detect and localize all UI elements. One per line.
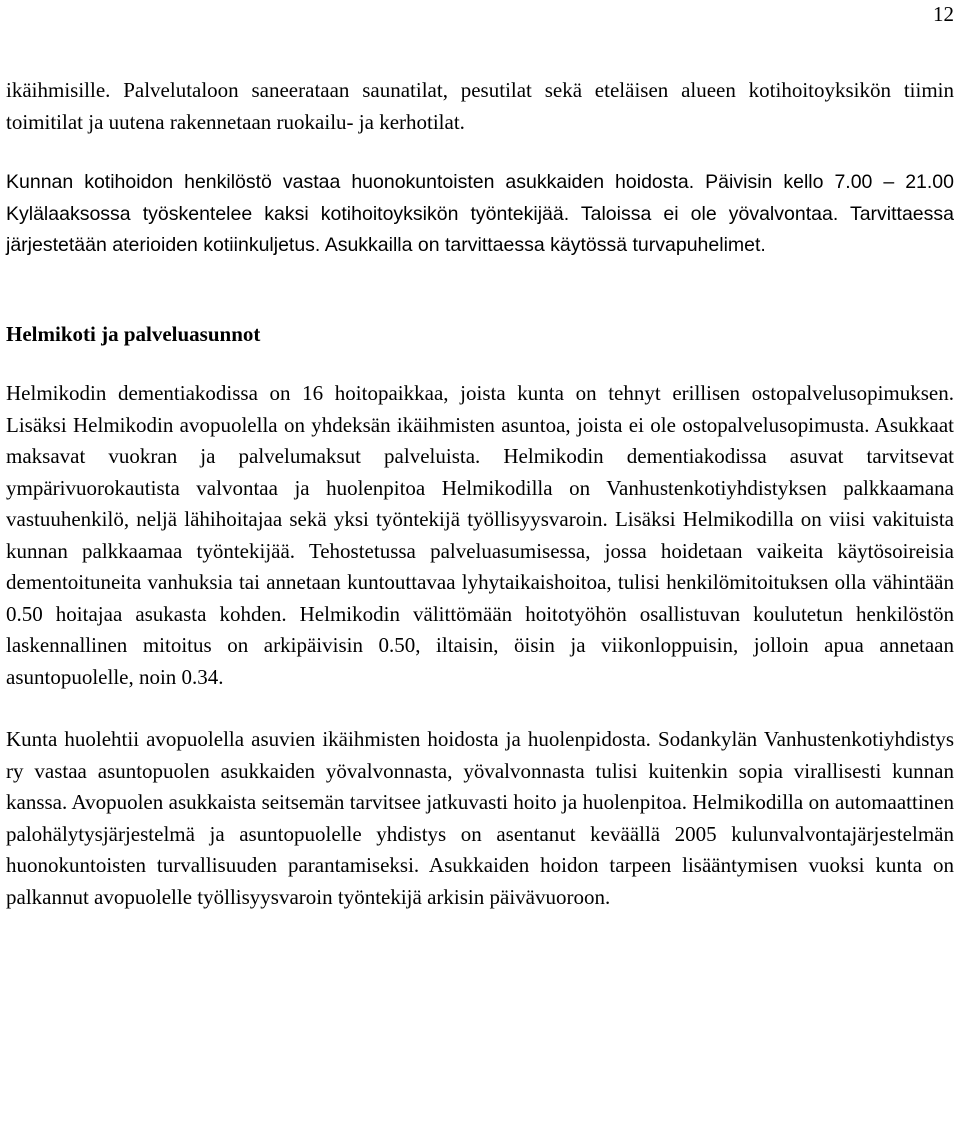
paragraph-avopuoli: Kunta huolehtii avopuolella asuvien ikäihmisten hoidosta ja huolenpidosta. Sodankylän Vanhustenkotiyhdistys ry vastaa asuntopuolen asukkaiden yövalvonnasta, yövalvonnasta tulisi kuitenkin sopia virallisesti kunnan kanssa. Avopuolen asukkaista seitsemän tarvitsee jatkuvasti hoito ja huolenpitoa. Helmikodilla on automaattinen palohälytysjärjestelmä ja asuntopuolelle yhdistys on asentanut keväällä 2005 kulunvalvontajärjestelmän huonokuntoisten turvallisuuden parantamiseksi. Asukkaiden hoidon tarpeen lisääntymisen vuoksi kunta on palkannut avopuolelle työllisyysvaroin työntekijä arkisin päivävuoroon. [6, 727, 954, 909]
page-number: 12 [933, 2, 954, 26]
section-heading: Helmikoti ja palveluasunnot [6, 321, 261, 346]
paragraph-home-care: Kunnan kotihoidon henkilöstö vastaa huonokuntoisten asukkaiden hoidosta. Päivisin kello 7.00 – 21.00 Kylälaaksossa työskentelee kaksi kotihoitoyksikön työntekijää. Taloissa ei ole yövalvontaa. Tarvittaessa järjestetään aterioiden kotiinkuljetus. Asukkailla on tarvittaessa käytössä turvapuhelimet. [6, 171, 954, 256]
paragraph-helmikoti: Helmikodin dementiakodissa on 16 hoitopaikkaa, joista kunta on tehnyt erillisen ostopalvelusopimuksen. Lisäksi Helmikodin avopuolella on yhdeksän ikäihmisten asuntoa, joista ei ole ostopalvelusopimusta. Asukkaat maksavat vuokran ja palvelumaksut palveluista. Helmikodin dementiakodissa asuvat tarvitsevat ympärivuorokautista valvontaa ja huolenpitoa Helmikodilla on Vanhustenkotiyhdistyksen palkkaamana vastuuhenkilö, neljä lähihoitajaa sekä yksi työntekijä työllisyysvaroin. Lisäksi Helmikodilla on viisi vakituista kunnan palkkaamaa työntekijää. Tehostetussa palveluasumisessa, jossa hoidetaan vaikeita käytösoireisia dementoituneita vanhuksia tai annetaan kuntouttavaa lyhytaikaishoitoa, tulisi henkilömitoituksen olla vähintään 0.50 hoitajaa asukasta kohden. Helmikodin välittömään hoitotyöhön osallistuvan koulutetun henkilöstön laskennallinen mitoitus on arkipäivisin 0.50, iltaisin, öisin ja viikonloppuisin, jolloin apua annetaan asuntopuolelle, noin 0.34. [6, 381, 954, 689]
paragraph-intro: ikäihmisille. Palvelutaloon saneerataan saunatilat, pesutilat sekä eteläisen alueen kotihoitoyksikön tiimin toimitilat ja uutena rakennetaan ruokailu- ja kerhotilat. [6, 78, 954, 134]
page-content [6, 75, 954, 913]
